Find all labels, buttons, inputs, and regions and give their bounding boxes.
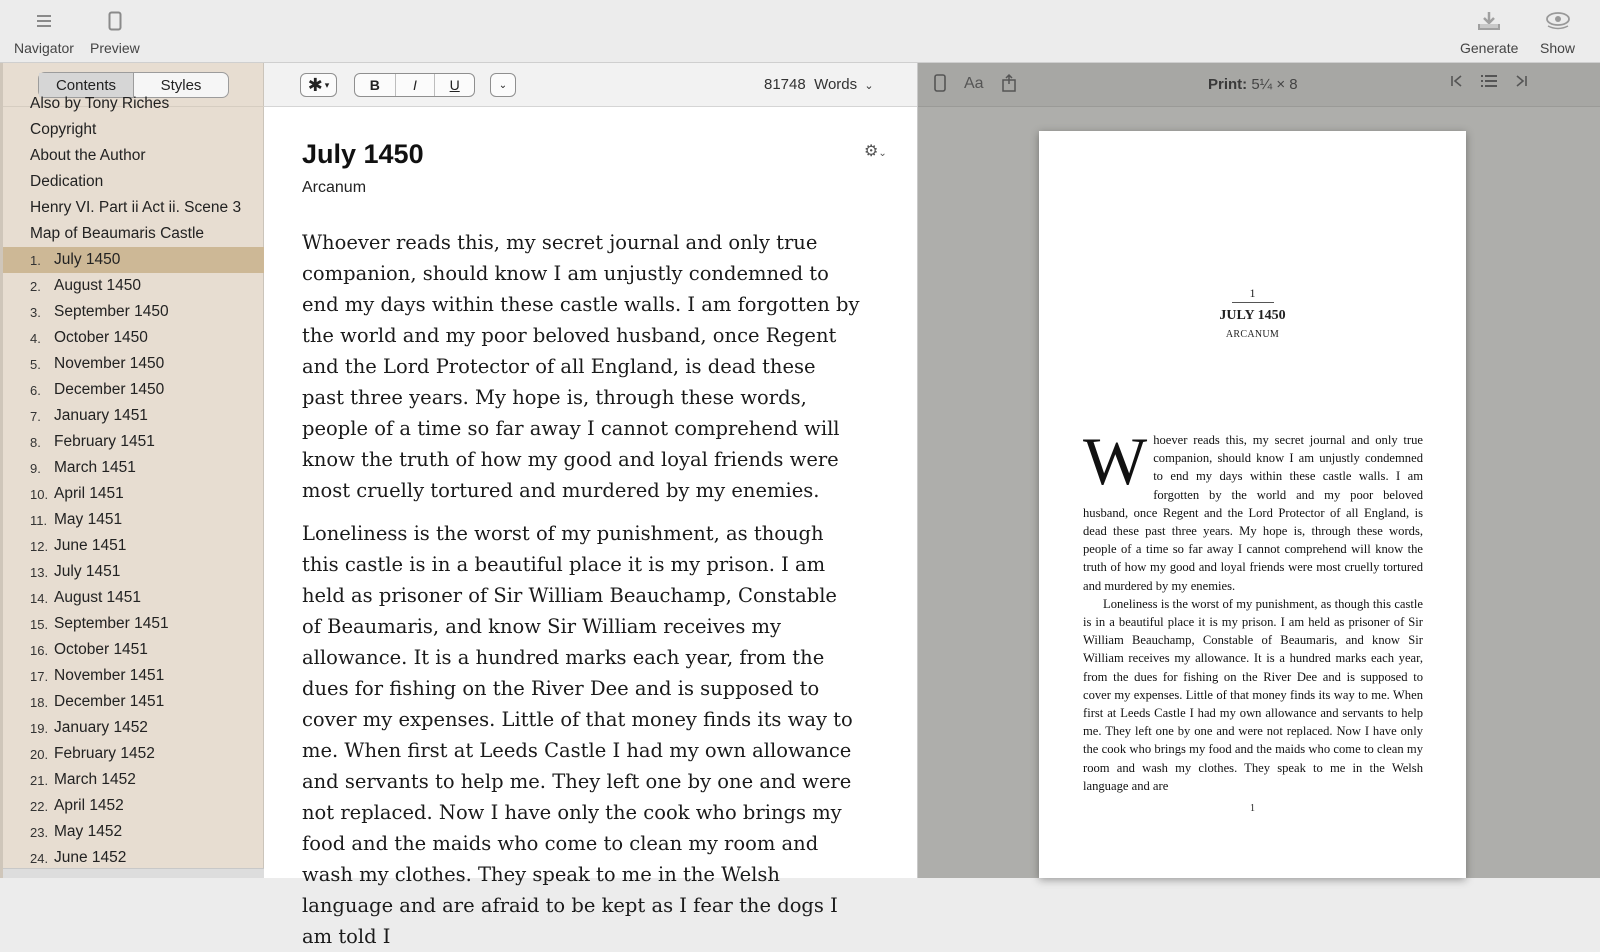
page-chapter-subtitle: ARCANUM xyxy=(1225,329,1280,340)
chapter-number: 7. xyxy=(30,408,41,424)
toc-item-partial[interactable]: Also by Tony Riches xyxy=(30,95,170,112)
word-count: 81748 xyxy=(764,76,806,93)
chevron-down-icon: ⌄ xyxy=(864,80,874,92)
chevron-down-icon: ▾ xyxy=(324,79,330,90)
chapter-label: April 1452 xyxy=(54,797,124,814)
toc-item-chapter[interactable] xyxy=(3,403,264,429)
chapter-number: 5. xyxy=(30,356,41,372)
chapter-number: 16. xyxy=(30,642,49,658)
print-format-menu[interactable] xyxy=(1208,76,1298,93)
underline-button[interactable]: U xyxy=(434,74,474,96)
bold-button[interactable]: B xyxy=(369,77,380,93)
download-icon xyxy=(1476,6,1502,36)
chapter-number: 11. xyxy=(30,512,48,528)
chapter-subtitle[interactable]: Arcanum xyxy=(302,179,367,196)
generate-button[interactable] xyxy=(1460,6,1518,56)
chapter-label: February 1451 xyxy=(54,433,155,450)
chapter-label: December 1450 xyxy=(54,381,165,398)
chapter-label: September 1451 xyxy=(54,615,169,632)
preview-toolbar xyxy=(918,63,1600,107)
generate-label: Generate xyxy=(1460,40,1519,56)
chapter-number: 20. xyxy=(30,746,49,762)
editor-pane xyxy=(264,63,918,948)
device-icon[interactable] xyxy=(934,74,946,97)
chapter-number: 4. xyxy=(30,330,41,346)
toc-item-chapter[interactable] xyxy=(3,273,264,299)
chapter-number: 9. xyxy=(30,460,41,476)
chapter-number: 17. xyxy=(30,668,49,684)
first-page-icon[interactable] xyxy=(1450,74,1464,93)
chapter-number: 1. xyxy=(30,252,41,268)
page-chapter-number: 1 xyxy=(1249,286,1256,300)
toc-item-chapter[interactable] xyxy=(3,507,264,533)
chapter-title[interactable]: July 1450 xyxy=(302,139,424,169)
chapter-settings-button[interactable] xyxy=(864,141,887,161)
tab-styles[interactable]: Styles xyxy=(160,76,202,94)
preview-pane xyxy=(918,63,1600,878)
italic-button[interactable]: I xyxy=(395,74,435,96)
toc-item-chapter[interactable] xyxy=(3,819,264,845)
sidebar-footer xyxy=(3,868,264,878)
device-icon xyxy=(108,6,122,36)
last-page-icon[interactable] xyxy=(1514,74,1528,93)
chapter-label: May 1451 xyxy=(54,511,123,528)
toc-item-front-matter[interactable]: Dedication xyxy=(30,173,104,190)
chapter-number: 15. xyxy=(30,616,49,632)
chapter-label: January 1451 xyxy=(54,407,148,424)
asterisk-icon: ✱ xyxy=(307,74,323,95)
gear-icon: ⚙ xyxy=(864,143,879,160)
show-label: Show xyxy=(1540,40,1576,56)
page-paragraph: Loneliness is the worst of my punishment, as though this castle is in a beautiful place it is my prison. I am held as prisoner of Sir William Beauchamp, Constable of Beaumaris, and know Sir William receives my allowance. It is a hundred marks each year, from the dues for fishing on the River Dee and is supposed to cover my expenses. Little of that money finds its way to me. When first at Leeds Castle I had my own allowance and servants to help me. They left one by one and were not replaced. Now I have only the cook who brings my food and the maids who come to clean my room and wash my clothes. They speak to me in the Welsh language and are xyxy=(1083,596,1423,793)
toc-item-chapter[interactable] xyxy=(3,689,264,715)
toc-item-front-matter[interactable]: Map of Beaumaris Castle xyxy=(30,225,205,242)
contents-list-scroll xyxy=(3,91,264,871)
chapter-number: 18. xyxy=(30,694,49,710)
preview-button[interactable] xyxy=(90,6,140,56)
paragraph[interactable]: Loneliness is the worst of my punishment, as though this castle is in a beautiful place it is my prison. I am held as prisoner of Sir William Beauchamp, Constable of Beaumaris, and know Sir William receives my allowance. It is a hundred marks each year, from the dues for fishing on the River Dee and is supposed to cover my expenses. Little of that money finds its way to me. When first at Leeds Castle I had my own allowance and servants to help me. They left one by one and were not replaced. Now I have only the cook who brings my food and the maids who come to clean my room and wash my clothes. They speak to me in the Welsh language and are afraid to be kept as I fear the dogs I am told I xyxy=(302,522,853,948)
chapter-label: March 1452 xyxy=(54,771,136,788)
toc-item-chapter[interactable] xyxy=(3,559,264,585)
chapter-label: November 1451 xyxy=(54,667,165,684)
page-body xyxy=(1083,423,1423,795)
chapter-number: 10. xyxy=(30,486,49,502)
toc-item-chapter[interactable] xyxy=(3,767,264,793)
toc-item-front-matter[interactable]: Henry VI. Part ii Act ii. Scene 3 xyxy=(30,199,242,216)
editor-toolbar xyxy=(264,63,917,107)
preview-page xyxy=(1039,131,1466,878)
chapter-number: 21. xyxy=(30,772,49,788)
print-size: 5¼ × 8 xyxy=(1251,76,1298,93)
toc-item-chapter[interactable] xyxy=(3,715,264,741)
word-count-menu[interactable] xyxy=(764,76,874,93)
preview-label: Preview xyxy=(90,40,140,56)
page-paragraph-text: hoever reads this, my secret journal and only true companion, should know I am unjustly condemned to end my days within these castle walls. I am forgotten by the world and my poor beloved husband, once Regent and the Lord Protector of all England, is dead these past three years. My hope is, through these words, people of a time so far away I cannot comprehend will know the truth of how my good and loyal friends were most cruelly tortured and murdered by my enemies. xyxy=(1083,433,1423,593)
chapter-number: 2. xyxy=(30,278,41,294)
sidebar-list-icon xyxy=(36,6,52,36)
words-label: Words xyxy=(814,76,858,93)
chevron-down-icon: ⌄ xyxy=(878,148,887,159)
toc-item-chapter[interactable] xyxy=(3,585,264,611)
contents-list[interactable] xyxy=(3,95,264,878)
toc-item-chapter[interactable] xyxy=(3,637,264,663)
main-toolbar xyxy=(0,0,1600,63)
toc-item-front-matter[interactable]: About the Author xyxy=(30,147,146,164)
chapter-number: 23. xyxy=(30,824,49,840)
toc-item-chapter[interactable] xyxy=(3,481,264,507)
drop-cap: W xyxy=(1083,423,1148,499)
print-label: Print: xyxy=(1208,76,1248,93)
format-buttons xyxy=(354,73,475,97)
toc-item-chapter[interactable] xyxy=(3,429,264,455)
toc-item-chapter[interactable] xyxy=(3,325,264,351)
navigator-sidebar xyxy=(0,63,264,878)
chapter-label: July 1451 xyxy=(54,563,121,580)
chapter-number: 14. xyxy=(30,590,49,606)
chapter-number: 8. xyxy=(30,434,41,450)
toc-item-front-matter[interactable]: Copyright xyxy=(30,121,97,138)
toc-item-chapter[interactable] xyxy=(3,533,264,559)
chapter-label: July 1450 xyxy=(54,251,121,268)
toc-item-chapter[interactable] xyxy=(3,455,264,481)
tab-contents[interactable]: Contents xyxy=(39,73,134,97)
chapter-label: October 1451 xyxy=(54,641,148,658)
chapter-label: September 1450 xyxy=(54,303,169,320)
chapter-number: 6. xyxy=(30,382,41,398)
toc-item-chapter[interactable] xyxy=(3,663,264,689)
toc-item-chapter[interactable] xyxy=(3,793,264,819)
eye-icon xyxy=(1545,6,1571,36)
chapter-label: June 1452 xyxy=(54,849,127,866)
chapter-label: February 1452 xyxy=(54,745,155,762)
more-format-button[interactable] xyxy=(490,73,516,97)
chapter-number: 22. xyxy=(30,798,49,814)
chapter-label: August 1451 xyxy=(54,589,142,606)
chapter-label: December 1451 xyxy=(54,693,165,710)
chapter-rule xyxy=(1232,302,1274,303)
page-folio: 1 xyxy=(1250,803,1255,814)
chapter-number: 12. xyxy=(30,538,49,554)
chapter-label: January 1452 xyxy=(54,719,148,736)
toc-item-chapter[interactable] xyxy=(3,377,264,403)
navigator-label: Navigator xyxy=(14,40,74,56)
page-paragraph xyxy=(1083,423,1423,595)
style-menu-button[interactable] xyxy=(300,73,337,97)
page-chapter-title: JULY 1450 xyxy=(1219,308,1286,323)
chapter-label: March 1451 xyxy=(54,459,136,476)
chapter-label: August 1450 xyxy=(54,277,142,294)
chapter-label: November 1450 xyxy=(54,355,165,372)
toc-item-chapter[interactable] xyxy=(3,741,264,767)
chapter-label: October 1450 xyxy=(54,329,148,346)
chapter-body-text[interactable] xyxy=(302,227,862,952)
chevron-down-icon: ⌄ xyxy=(498,79,508,91)
show-button[interactable] xyxy=(1540,6,1575,56)
chapter-number: 13. xyxy=(30,564,49,580)
chapter-number: 19. xyxy=(30,720,49,736)
share-icon[interactable] xyxy=(1001,74,1017,97)
navigator-button[interactable] xyxy=(14,6,74,56)
font-size-icon[interactable]: Aa xyxy=(964,75,984,92)
chapter-number: 3. xyxy=(30,304,41,320)
toc-item-chapter[interactable] xyxy=(3,351,264,377)
chapter-number: 24. xyxy=(30,850,49,866)
toc-item-chapter[interactable] xyxy=(3,247,264,273)
page-list-icon[interactable] xyxy=(1481,74,1497,93)
toc-item-chapter[interactable] xyxy=(3,611,264,637)
paragraph[interactable]: Whoever reads this, my secret journal and only true companion, should know I am unjustly condemned to end my days within these castle walls. I am forgotten by the world and my poor beloved husband, once Regent and the Lord Protector of all England, is dead these past three years. My hope is, through these words, people of a time so far away I cannot comprehend will know the truth of how my good and loyal friends were most cruelly tortured and murdered by my enemies. xyxy=(302,231,860,502)
chapter-label: June 1451 xyxy=(54,537,127,554)
chapter-label: May 1452 xyxy=(54,823,123,840)
toc-item-chapter[interactable] xyxy=(3,299,264,325)
chapter-label: April 1451 xyxy=(54,485,124,502)
